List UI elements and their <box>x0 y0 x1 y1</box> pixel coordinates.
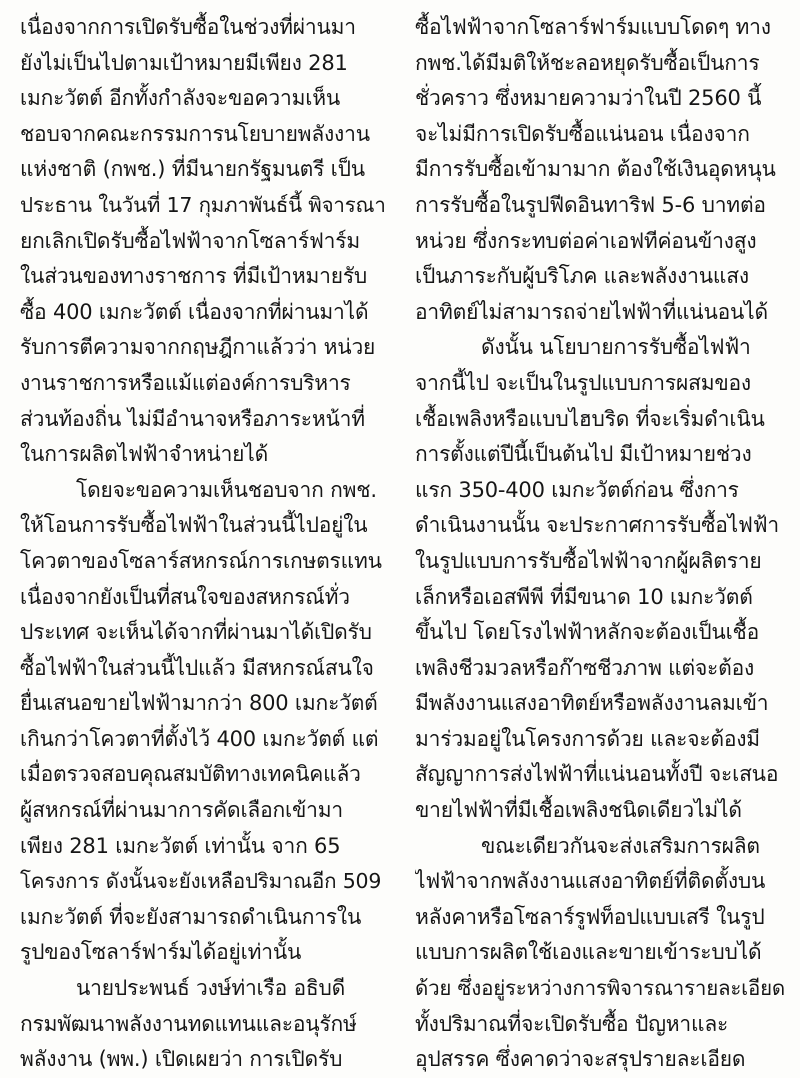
text-line: แห่งชาติ (กพช.) ที่มีนายกรัฐมนตรี เป็น <box>20 157 365 182</box>
text-line: ในรูปแบบการรับซื้อไฟฟ้าจากผู้ผลิตราย <box>415 548 762 573</box>
text-line: ดังนั้น นโยบายการรับซื้อไฟฟ้า <box>481 335 751 360</box>
text-line: การตั้งแต่ปีนี้เป็นต้นไป มีเป้าหมายช่วง <box>415 442 752 467</box>
text-line: พลังงาน (พพ.) เปิดเผยว่า การเปิดรับ <box>20 1047 343 1072</box>
text-line: ยื่นเสนอขายไฟฟ้ามากว่า 800 เมกะวัตต์ <box>20 691 378 716</box>
text-line: แบบการผลิตใช้เองและขายเข้าระบบได้ <box>415 940 762 965</box>
text-line: ชั่วคราว ซึ่งหมายความว่าในปี 2560 นี้ <box>415 86 762 111</box>
text-line: จากนี้ไป จะเป็นในรูปแบบการผสมของ <box>415 370 751 395</box>
text-line: ดำเนินงานนั้น จะประกาศการรับซื้อไฟฟ้า <box>415 513 779 538</box>
text-line: การรับซื้อในรูปฟีดอินทาริฟ 5-6 บาทต่อ <box>415 192 766 217</box>
text-line: จะไม่มีการเปิดรับซื้อแน่นอน เนื่องจาก <box>415 121 750 146</box>
text-line: สัญญาการส่งไฟฟ้าที่แน่นอนทั้งปี จะเสนอ <box>415 762 779 787</box>
text-line: เป็นภาระกับผู้บริโภค และพลังงานแสง <box>415 264 749 289</box>
text-line: ยังไม่เป็นไปตามเป้าหมายมีเพียง 281 <box>20 50 348 75</box>
text-line: มาร่วมอยู่ในโครงการด้วย และจะต้องมี <box>415 726 760 751</box>
text-line: ขึ้นไป โดยโรงไฟฟ้าหลักจะต้องเป็นเชื้อ <box>415 620 760 645</box>
text-line: หลังคาหรือโซลาร์รูฟท็อปแบบเสรี ในรูป <box>415 904 765 929</box>
text-line: ในการผลิตไฟฟ้าจำหน่ายได้ <box>20 442 269 467</box>
text-line: แรก 350-400 เมกะวัตต์ก่อน ซึ่งการ <box>415 477 739 502</box>
right-column <box>415 10 785 1078</box>
text-line: เมกะวัตต์ อีกทั้งกำลังจะขอความเห็น <box>20 86 341 111</box>
text-line: ซื้อไฟฟ้าจากโซลาร์ฟาร์มแบบโดดๆ ทาง <box>415 15 771 39</box>
text-line: ไฟฟ้าจากพลังงานแสงอาทิตย์ที่ติดตั้งบน <box>415 869 766 894</box>
text-line: เมกะวัตต์ ที่จะยังสามารถดำเนินการใน <box>20 904 362 929</box>
text-line: อาทิตย์ไม่สามารถจ่ายไฟฟ้าที่แน่นอนได้ <box>415 299 768 324</box>
text-line: ให้โอนการรับซื้อไฟฟ้าในส่วนนี้ไปอยู่ใน <box>20 513 368 538</box>
text-line: กรมพัฒนาพลังงานทดแทนและอนุรักษ์ <box>20 1011 357 1036</box>
text-line: ในส่วนของทางราชการ ที่มีเป้าหมายรับ <box>20 264 368 289</box>
text-line: อุปสรรค ซึ่งคาดว่าจะสรุปรายละเอียด <box>415 1047 746 1072</box>
text-line: รับการตีความจากกฤษฎีกาแล้วว่า หน่วย <box>20 335 376 360</box>
text-line: โดยจะขอความเห็นชอบจาก กพช. <box>76 477 377 502</box>
text-line: ขณะเดียวกันจะส่งเสริมการผลิต <box>481 833 760 858</box>
text-line: ยกเลิกเปิดรับซื้อไฟฟ้าจากโซลาร์ฟาร์ม <box>20 228 360 253</box>
text-line: ส่วนท้องถิ่น ไม่มีอำนาจหรือภาระหน้าที่ <box>20 406 365 431</box>
left-column <box>20 10 388 1078</box>
text-line: ด้วย ซึ่งอยู่ระหว่างการพิจารณารายละเอียด <box>415 976 785 1001</box>
text-line: หน่วย ซึ่งกระทบต่อค่าเอฟทีค่อนข้างสูง <box>415 228 757 253</box>
text-line: เนื่องจากยังเป็นที่สนใจของสหกรณ์ทั่ว <box>20 584 350 609</box>
text-line: มีพลังงานแสงอาทิตย์หรือพลังงานลมเข้า <box>415 691 769 716</box>
text-line: ซื้อไฟฟ้าในส่วนนี้ไปแล้ว มีสหกรณ์สนใจ <box>20 655 374 680</box>
text-line: มีการรับซื้อเข้ามามาก ต้องใช้เงินอุดหนุน <box>415 157 776 182</box>
text-line: เมื่อตรวจสอบคุณสมบัติทางเทคนิคแล้ว <box>20 762 361 787</box>
text-line: เกินกว่าโควตาที่ตั้งไว้ 400 เมกะวัตต์ แต่ <box>20 726 379 751</box>
text-line: โควตาของโซลาร์สหกรณ์การเกษตรแทน <box>20 548 382 573</box>
text-line: เชื้อเพลิงหรือแบบไฮบริด ที่จะเริ่มดำเนิน <box>415 406 765 431</box>
text-line: นายประพนธ์ วงษ์ท่าเรือ อธิบดี <box>76 976 346 1001</box>
text-line: เนื่องจากการเปิดรับซื้อในช่วงที่ผ่านมา <box>20 15 356 39</box>
text-line: ประเทศ จะเห็นได้จากที่ผ่านมาได้เปิดรับ <box>20 620 372 645</box>
text-line: โครงการ ดังนั้นจะยังเหลือปริมาณอีก 509 <box>20 869 382 894</box>
text-line: รูปของโซลาร์ฟาร์มได้อยู่เท่านั้น <box>20 940 302 965</box>
text-line: งานราชการหรือแม้แต่องค์การบริหาร <box>20 370 351 395</box>
text-line: ประธาน ในวันที่ 17 กุมภาพันธ์นี้ พิจารณา <box>20 192 386 217</box>
text-line: กพช.ได้มีมติให้ชะลอหยุดรับซื้อเป็นการ <box>415 50 760 75</box>
text-line: ผู้สหกรณ์ที่ผ่านมาการคัดเลือกเข้ามา <box>20 798 343 823</box>
text-line: เพียง 281 เมกะวัตต์ เท่านั้น จาก 65 <box>20 833 341 858</box>
text-line: ซื้อ 400 เมกะวัตต์ เนื่องจากที่ผ่านมาได้ <box>20 299 369 324</box>
text-line: ทั้งปริมาณที่จะเปิดรับซื้อ ปัญหาและ <box>415 1011 729 1036</box>
text-line: เพลิงชีวมวลหรือก๊าซชีวภาพ แต่จะต้อง <box>415 655 755 680</box>
text-line: ขายไฟฟ้าที่มีเชื้อเพลิงชนิดเดียวไม่ได้ <box>415 798 742 823</box>
text-line: เล็กหรือเอสพีพี ที่มีขนาด 10 เมกะวัตต์ <box>415 584 753 609</box>
text-line: ชอบจากคณะกรรมการนโยบายพลังงาน <box>20 121 370 146</box>
